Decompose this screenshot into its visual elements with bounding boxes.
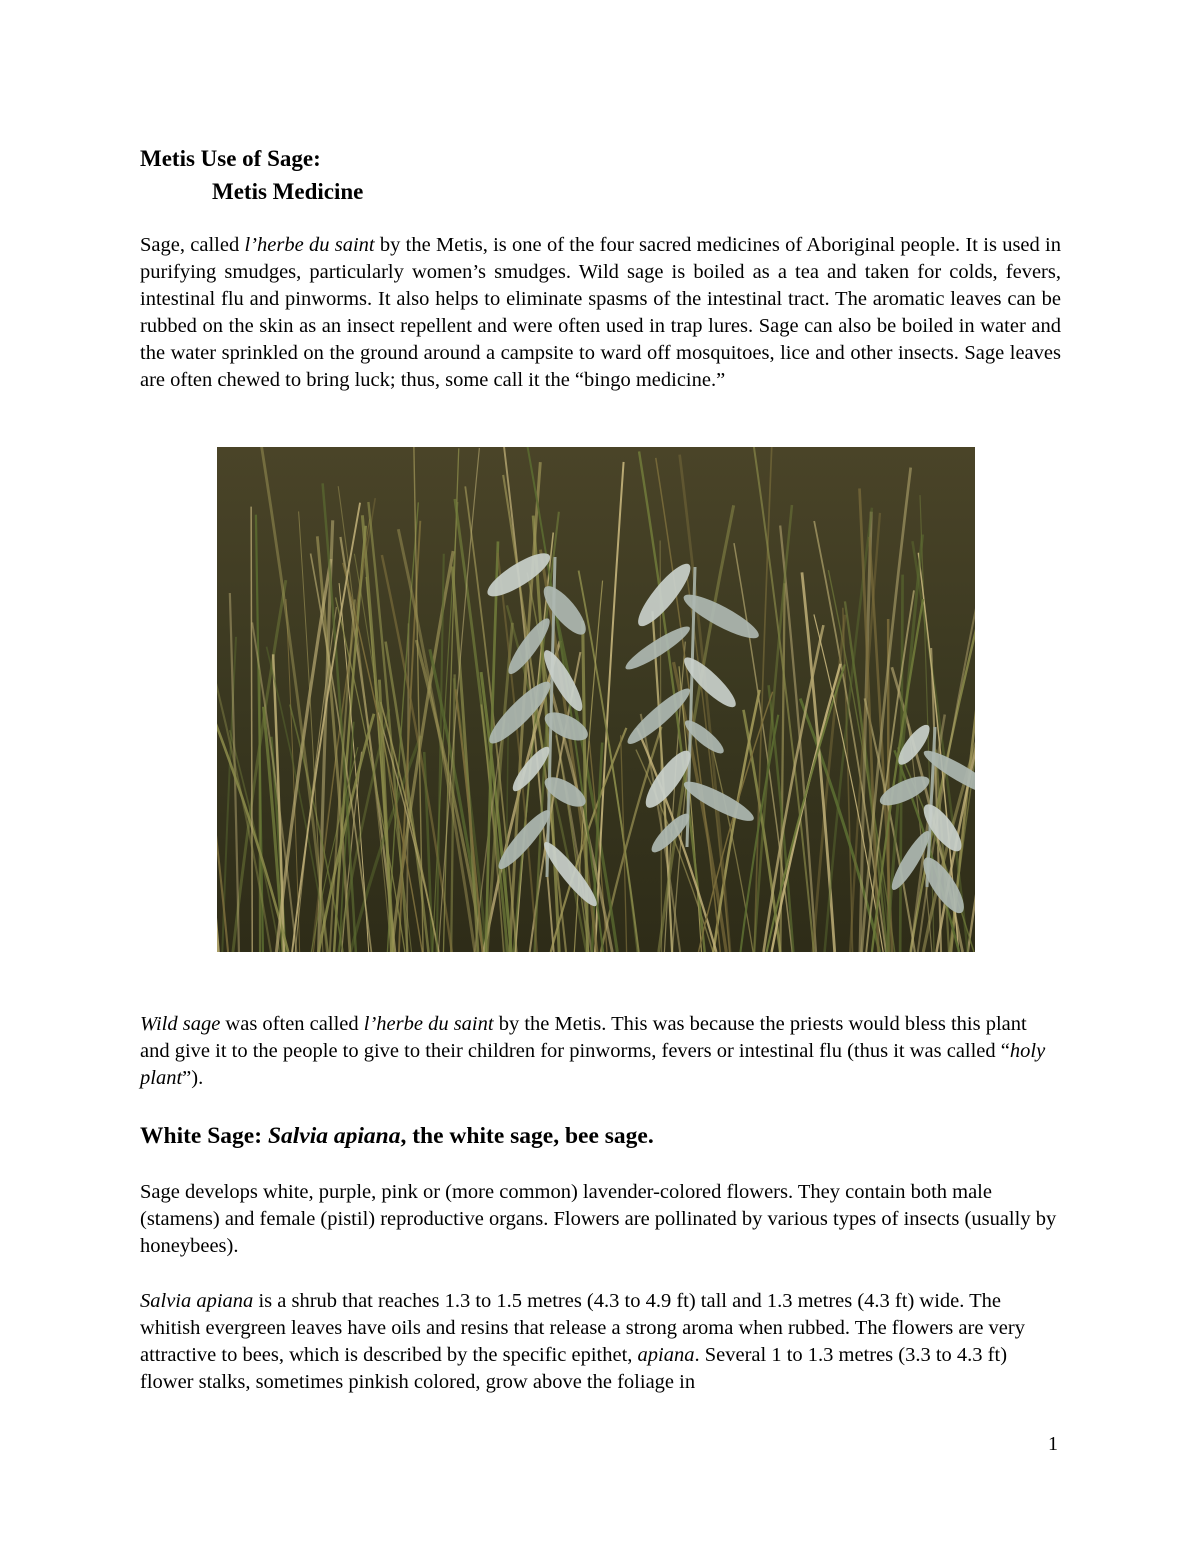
italic-term: l’herbe du saint <box>363 1013 494 1035</box>
heading-run: White Sage: <box>140 1123 268 1149</box>
italic-term: Salvia apiana <box>140 1290 254 1312</box>
grass-blade <box>259 670 260 952</box>
heading-run: , the white sage, bee sage. <box>400 1123 654 1149</box>
document-title: Metis Use of Sage: <box>140 146 321 171</box>
text-run: Sage, called <box>140 234 245 256</box>
italic-term: apiana <box>637 1344 695 1366</box>
text-run: by the Metis, is one of the four sacred medicines of Aboriginal people. It is used in purifying smudges, particularly women’s smudges. Wild sage is boiled as a tea and taken for colds, fevers, intestinal flu and pinworms. It also helps to eliminate spasms of the intestinal tract. The aromatic leaves can be rubbed on the skin as an insect repellent and were often used in trap lures. Sage can also be boiled in water and the water sprinkled on the ground around a campsite to ward off mosquitoes, lice and other insects. Sage leaves are often chewed to bring luck; thus, some call it the “bingo medicine.” <box>140 234 1062 391</box>
page-number: 1 <box>1048 1433 1058 1455</box>
italic-term: l’herbe du saint <box>244 234 375 256</box>
italic-term: Wild sage <box>140 1013 221 1035</box>
flowers-paragraph: Sage develops white, purple, pink or (more common) lavender-colored flowers. They contain both male (stamens) and female (pistil) reproductive organs. Flowers are pollinated by various types of insects (usually by honeybees). <box>140 1181 1057 1257</box>
wild-sage-photo <box>217 447 975 952</box>
document-subtitle: Metis Medicine <box>212 179 364 204</box>
section-heading-white-sage <box>140 1120 654 1152</box>
intro-paragraph <box>140 232 1061 394</box>
text-run: . Several 1 to 1.3 metres (3.3 to 4.3 ft) flower stalks, sometimes pinkish colored, grow above the foliage in <box>140 1344 1008 1393</box>
wild-sage-paragraph <box>140 1011 1061 1092</box>
text-run: ”). <box>182 1067 204 1089</box>
text-run: is a shrub that reaches 1.3 to 1.5 metres (4.3 to 4.9 ft) tall and 1.3 metres (4.3 ft) wide. The whitish evergreen leaves have oils and resins that release a strong aroma when rubbed. The flowers are very attractive to bees, which is described by the specific epithet, <box>140 1290 1025 1366</box>
heading-italic: Salvia apiana <box>267 1123 401 1149</box>
text-run: by the Metis. This was because the priests would bless this plant and give it to the people to give to their children for pinworms, fevers or intestinal flu (thus it was called “ <box>140 1013 1027 1062</box>
salvia-apiana-paragraph <box>140 1288 1061 1396</box>
italic-term: holy plant <box>140 1040 1046 1089</box>
text-run: was often called <box>220 1013 364 1035</box>
